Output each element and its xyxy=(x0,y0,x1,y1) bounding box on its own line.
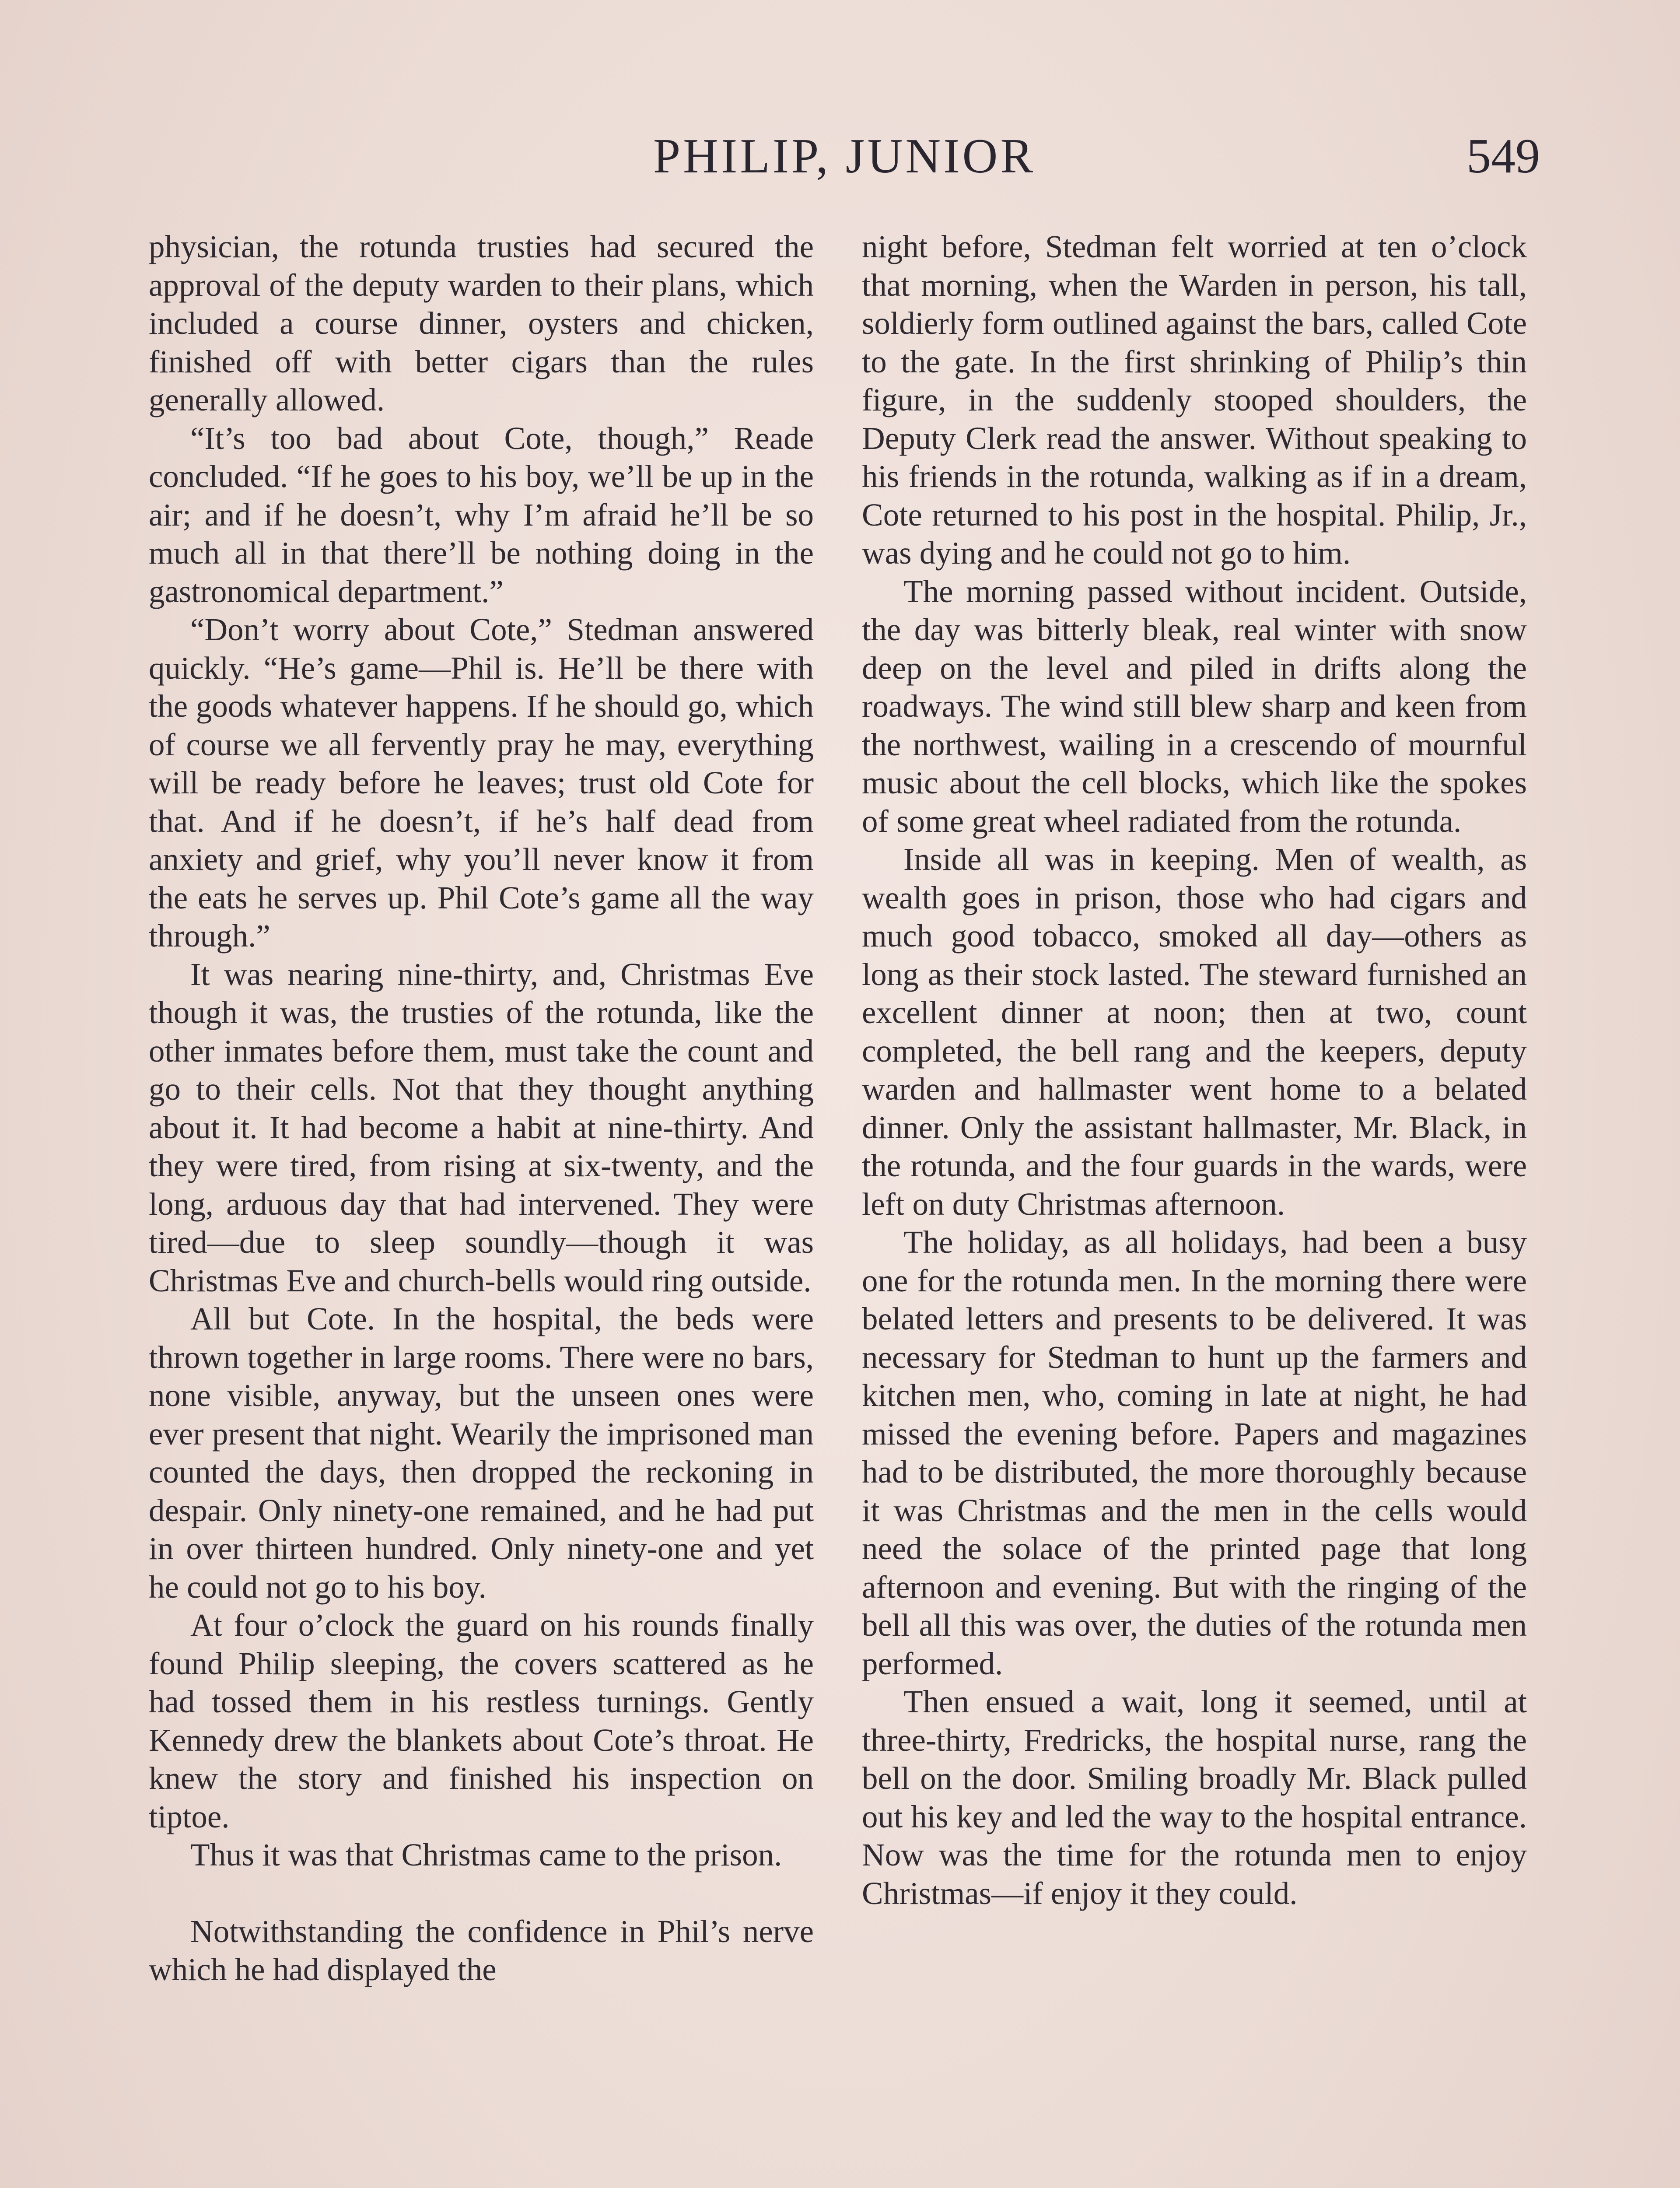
text-column-left xyxy=(149,228,814,1989)
paragraph: Thus it was that Christmas came to the prison. xyxy=(190,1837,782,1872)
paragraph: All but Cote. In the hospital, the beds were thrown together in large rooms. There were no bars, none visible, anyway, but the unseen ones were ever present that night. Wearily the imprisoned man counted the days, then dropped the reckoning in despair. Only ninety-one remained, and he had put in over thirteen hundred. Only ninety-one and yet he could not go to his boy. xyxy=(149,1301,814,1605)
text-column-right xyxy=(862,228,1527,1912)
paragraph: Notwithstanding the confidence in Phil’s nerve which he had displayed the xyxy=(149,1913,814,1987)
paragraph: The holiday, as all holidays, had been a busy one for the rotunda men. In the morning there were belated letters and presents to be delivered. It was necessary for Stedman to hunt up the farmers and kitchen men, who, coming in late at night, he had missed the evening before. Papers and magazines had to be distributed, the more thoroughly because it was Christmas and the men in the cells would need the solace of the printed page that long afternoon and evening. But with the ringing of the bell all this was over, the duties of the rotunda men performed. xyxy=(862,1224,1527,1681)
paragraph: physician, the rotunda trusties had secured the approval of the deputy warden to their plans, which included a course dinner, oysters and chicken, finished off with better cigars than the rules generally allowed. xyxy=(149,229,814,417)
page-header xyxy=(149,128,1540,185)
paragraph: Inside all was in keeping. Men of wealth, as wealth goes in prison, those who had cigars and much good tobacco, smoked all day—others as long as their stock lasted. The steward furnished an excellent dinner at noon; then at two, count completed, the bell rang and the keepers, deputy warden and hallmaster went home to a belated dinner. Only the assistant hallmaster, Mr. Black, in the rotunda, and the four guards in the wards, were left on duty Christmas afternoon. xyxy=(862,842,1527,1222)
paragraph: It was nearing nine-thirty, and, Christmas Eve though it was, the trusties of the rotunda, like the other inmates before them, must take the count and go to their cells. Not that they thought anything about it. It had become a habit at nine-thirty. And they were tired, from rising at six-twenty, and the long, arduous day that had intervened. They were tired—due to sleep soundly—though it was Christmas Eve and church-bells would ring outside. xyxy=(149,956,814,1298)
paragraph: “Don’t worry about Cote,” Stedman answered quickly. “He’s game—Phil is. He’ll be there with the goods whatever happens. If he should go, which of course we all fervently pray he may, everything will be ready before he leaves; trust old Cote for that. And if he doesn’t, if he’s half dead from anxiety and grief, why you’ll never know it from the eats he serves up. Phil Cote’s game all the way through.” xyxy=(149,612,814,954)
page-number: 549 xyxy=(1466,129,1540,183)
paragraph: At four o’clock the guard on his rounds finally found Philip sleeping, the covers scattered as he had tossed them in his restless turnings. Gently Kennedy drew the blankets about Cote’s throat. He knew the story and finished his inspection on tiptoe. xyxy=(149,1607,814,1834)
paragraph: Then ensued a wait, long it seemed, until at three-thirty, Fredricks, the hospital nurse, rang the bell on the door. Smiling broadly Mr. Black pulled out his key and led the way to the hospital entrance. Now was the time for the rotunda men to enjoy Christmas—if enjoy it they could. xyxy=(862,1684,1527,1911)
paragraph: “It’s too bad about Cote, though,” Reade concluded. “If he goes to his boy, we’ll be up in the air; and if he doesn’t, why I’m afraid he’ll be so much all in that there’ll be nothing doing in the gastronomical department.” xyxy=(149,420,814,609)
running-title: PHILIP, JUNIOR xyxy=(653,129,1036,183)
paragraph: night before, Stedman felt worried at ten o’clock that morning, when the Warden in person, his tall, soldierly form outlined against the bars, called Cote to the gate. In the first shrinking of Philip’s thin figure, in the suddenly stooped shoulders, the Deputy Clerk read the answer. Without speaking to his friends in the rotunda, walking as if in a dream, Cote returned to his post in the hospital. Philip, Jr., was dying and he could not go to him. xyxy=(862,229,1527,571)
paragraph: The morning passed without incident. Outside, the day was bitterly bleak, real winter with snow deep on the level and piled in drifts along the roadways. The wind still blew sharp and keen from the northwest, wailing in a crescendo of mournful music about the cell blocks, which like the spokes of some great wheel radiated from the rotunda. xyxy=(862,573,1527,839)
